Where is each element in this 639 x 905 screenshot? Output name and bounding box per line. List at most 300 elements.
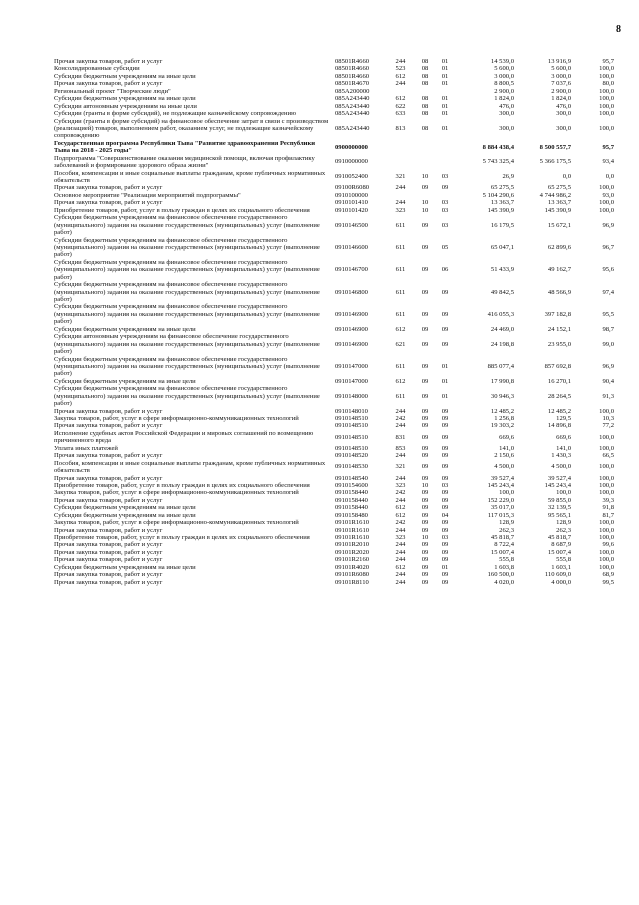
execution-percent: 100,0 bbox=[599, 102, 614, 110]
expense-type: 244 bbox=[395, 578, 406, 586]
section: 09 bbox=[421, 266, 429, 274]
section: 08 bbox=[421, 110, 429, 118]
subsection: 09 bbox=[441, 433, 449, 441]
planned-amount: 51 433,9 bbox=[490, 266, 514, 274]
execution-percent: 99,5 bbox=[602, 578, 614, 586]
expense-type: 244 bbox=[395, 452, 406, 460]
section: 09 bbox=[421, 496, 429, 504]
target-code: 0910148530 bbox=[335, 463, 368, 471]
expense-type: 612 bbox=[395, 377, 406, 385]
target-code: 09101R2020 bbox=[335, 548, 370, 556]
target-code: 0910147000 bbox=[335, 362, 368, 370]
planned-amount: 49 842,5 bbox=[490, 288, 514, 296]
section bbox=[415, 155, 435, 170]
row-name: Прочая закупка товаров, работ и услуг bbox=[54, 541, 163, 549]
actual-amount: 857 692,8 bbox=[544, 362, 571, 370]
subsection: 09 bbox=[441, 310, 449, 318]
execution-percent: 100,0 bbox=[599, 474, 614, 482]
actual-amount: 2 900,0 bbox=[551, 87, 571, 95]
expense-type: 813 bbox=[395, 124, 406, 132]
actual-amount: 24 152,1 bbox=[547, 325, 571, 333]
table-row bbox=[54, 95, 614, 102]
actual-amount: 476,0 bbox=[556, 102, 571, 110]
section: 09 bbox=[421, 452, 429, 460]
subsection: 09 bbox=[441, 407, 449, 415]
section: 09 bbox=[421, 340, 429, 348]
execution-percent: 81,7 bbox=[602, 511, 614, 519]
target-code: 0910148540 bbox=[335, 474, 368, 482]
target-code: 0910148510 bbox=[335, 444, 368, 452]
table-row bbox=[54, 534, 614, 541]
row-name: Прочая закупка товаров, работ и услуг bbox=[54, 80, 163, 88]
actual-amount: 300,0 bbox=[556, 124, 571, 132]
expense-type: 612 bbox=[395, 511, 406, 519]
table-row bbox=[54, 110, 614, 117]
section: 09 bbox=[421, 511, 429, 519]
section: 09 bbox=[421, 422, 429, 430]
target-code: 0910146500 bbox=[335, 221, 368, 229]
planned-amount: 45 818,7 bbox=[490, 534, 514, 541]
subsection: 09 bbox=[441, 415, 449, 422]
subsection: 09 bbox=[441, 496, 449, 504]
section: 10 bbox=[421, 481, 429, 489]
subsection: 01 bbox=[441, 110, 449, 118]
expense-type: 244 bbox=[395, 407, 406, 415]
table-row bbox=[54, 571, 614, 578]
expense-type bbox=[386, 192, 415, 199]
table-row bbox=[54, 385, 614, 407]
subsection: 09 bbox=[441, 519, 449, 527]
expense-type: 323 bbox=[395, 206, 406, 214]
target-code: 0910000000 bbox=[335, 158, 368, 166]
planned-amount: 416 055,3 bbox=[487, 310, 514, 318]
planned-amount: 1 824,0 bbox=[494, 95, 514, 103]
planned-amount: 128,9 bbox=[499, 519, 514, 527]
target-code: 08501R4660 bbox=[335, 65, 370, 73]
actual-amount: 4 500,0 bbox=[551, 463, 571, 471]
row-name: Субсидии бюджетным учреждениям на финансовое обеспечение государственного (муниципального) задания на оказание государственных (муниципальных) услуг (выполнение работ) bbox=[54, 258, 320, 281]
actual-amount: 145 390,9 bbox=[544, 206, 571, 214]
section: 10 bbox=[421, 206, 429, 214]
planned-amount: 26,9 bbox=[502, 173, 514, 181]
execution-percent: 100,0 bbox=[599, 72, 614, 80]
table-row bbox=[54, 281, 614, 303]
table-row bbox=[54, 422, 614, 429]
target-code: 0910146900 bbox=[335, 325, 368, 333]
expense-type: 323 bbox=[395, 481, 406, 489]
subsection: 09 bbox=[441, 578, 449, 586]
section: 09 bbox=[421, 362, 429, 370]
section bbox=[415, 192, 435, 199]
actual-amount: 145 243,4 bbox=[544, 481, 571, 489]
target-code: 0910147000 bbox=[335, 377, 368, 385]
target-code: 0900000000 bbox=[335, 143, 368, 151]
subsection: 09 bbox=[441, 504, 449, 512]
subsection: 01 bbox=[441, 58, 449, 65]
row-name: Субсидии бюджетным учреждениям на финансовое обеспечение государственного (муниципального) задания на оказание государственных (муниципальных) услуг (выполнение работ) bbox=[54, 214, 320, 237]
subsection: 01 bbox=[441, 72, 449, 80]
section: 09 bbox=[421, 184, 429, 192]
target-code: 0910100000 bbox=[335, 191, 368, 199]
section: 08 bbox=[421, 72, 429, 80]
planned-amount: 15 007,4 bbox=[490, 548, 514, 556]
table-row bbox=[54, 504, 614, 511]
subsection: 04 bbox=[441, 511, 449, 519]
execution-percent: 100,0 bbox=[599, 184, 614, 192]
row-name: Субсидии бюджетным учреждениям на финансовое обеспечение государственного (муниципального) задания на оказание государственных (муниципальных) услуг (выполнение работ) bbox=[54, 303, 320, 326]
planned-amount: 4 500,0 bbox=[494, 463, 514, 471]
planned-amount: 1 256,8 bbox=[494, 415, 514, 422]
section: 09 bbox=[421, 563, 429, 571]
subsection bbox=[435, 88, 455, 95]
planned-amount: 300,0 bbox=[499, 110, 514, 118]
expense-type: 244 bbox=[395, 184, 406, 192]
row-name: Субсидии бюджетным учреждениям на финансовое обеспечение государственного (муниципального) задания на оказание государственных (муниципальных) услуг (выполнение работ) bbox=[54, 281, 320, 303]
target-code: 0910148000 bbox=[335, 392, 368, 400]
section bbox=[415, 88, 435, 95]
target-code: 09101R2010 bbox=[335, 541, 370, 549]
execution-percent: 91,3 bbox=[602, 392, 614, 400]
target-code: 0910158440 bbox=[335, 496, 368, 504]
execution-percent: 91,8 bbox=[602, 504, 614, 512]
subsection: 03 bbox=[441, 221, 449, 229]
target-code: 0910148510 bbox=[335, 433, 368, 441]
planned-amount: 100,0 bbox=[499, 489, 514, 497]
expense-type: 321 bbox=[395, 463, 406, 471]
target-code: 08501R4670 bbox=[335, 80, 370, 88]
execution-percent: 96,9 bbox=[602, 362, 614, 370]
row-name: Прочая закупка товаров, работ и услуг bbox=[54, 548, 163, 556]
section: 10 bbox=[421, 199, 429, 207]
actual-amount: 14 896,8 bbox=[547, 422, 571, 430]
planned-amount: 117 015,3 bbox=[487, 511, 514, 519]
table-body bbox=[54, 58, 614, 586]
execution-percent: 90,4 bbox=[602, 377, 614, 385]
section: 09 bbox=[421, 433, 429, 441]
row-name: Прочая закупка товаров, работ и услуг bbox=[54, 474, 163, 482]
expense-type: 612 bbox=[395, 504, 406, 512]
planned-amount: 39 527,4 bbox=[490, 474, 514, 482]
expense-type: 242 bbox=[395, 489, 406, 497]
actual-amount: 300,0 bbox=[556, 110, 571, 118]
row-name: Прочая закупка товаров, работ и услуг bbox=[54, 422, 163, 430]
actual-amount: 5 600,0 bbox=[551, 65, 571, 73]
planned-amount: 2 150,6 bbox=[494, 452, 514, 460]
actual-amount: 5 366 175,5 bbox=[539, 158, 571, 166]
section: 09 bbox=[421, 571, 429, 579]
subsection: 03 bbox=[441, 481, 449, 489]
target-code: 0910146700 bbox=[335, 266, 368, 274]
table-row bbox=[54, 118, 614, 140]
execution-percent: 95,7 bbox=[602, 58, 614, 65]
actual-amount: 13 363,7 bbox=[547, 199, 571, 207]
target-code: 085A243440 bbox=[335, 95, 370, 103]
execution-percent: 10,3 bbox=[602, 415, 614, 422]
table-row bbox=[54, 73, 614, 80]
row-name: Закупка товаров, работ, услуг в сфере информационно-коммуникационных технологий bbox=[54, 519, 299, 527]
table-row bbox=[54, 58, 614, 65]
expense-type: 323 bbox=[395, 534, 406, 541]
actual-amount: 23 955,0 bbox=[547, 340, 571, 348]
section bbox=[415, 140, 435, 155]
target-code: 09101R1610 bbox=[335, 534, 370, 541]
section: 09 bbox=[421, 463, 429, 471]
table-row bbox=[54, 482, 614, 489]
execution-percent: 100,0 bbox=[599, 519, 614, 527]
target-code: 0910146600 bbox=[335, 243, 368, 251]
planned-amount: 555,8 bbox=[499, 556, 514, 564]
planned-amount: 24 198,8 bbox=[490, 340, 514, 348]
table-row bbox=[54, 356, 614, 378]
row-name: Субсидии бюджетным учреждениям на иные цели bbox=[54, 511, 196, 519]
row-name: Исполнение судебных актов Российской Федерации и мировых соглашений по возмещению причиненного вреда bbox=[54, 429, 314, 445]
subsection: 06 bbox=[441, 266, 449, 274]
subsection: 01 bbox=[441, 102, 449, 110]
row-name: Подпрограмма "Совершенствование оказания медицинской помощи, включая профилактику заболеваний и формирование здорового образа жизни" bbox=[54, 154, 315, 170]
expense-type: 831 bbox=[395, 433, 406, 441]
subsection: 01 bbox=[441, 124, 449, 132]
section: 09 bbox=[421, 519, 429, 527]
section: 09 bbox=[421, 541, 429, 549]
table-row bbox=[54, 541, 614, 548]
section: 10 bbox=[421, 534, 429, 541]
subsection: 01 bbox=[441, 392, 449, 400]
execution-percent: 98,7 bbox=[602, 325, 614, 333]
actual-amount: 48 566,9 bbox=[547, 288, 571, 296]
execution-percent: 100,0 bbox=[599, 489, 614, 497]
execution-percent: 100,0 bbox=[599, 463, 614, 471]
execution-percent: 100,0 bbox=[599, 110, 614, 118]
planned-amount: 300,0 bbox=[499, 124, 514, 132]
actual-amount: 128,9 bbox=[556, 519, 571, 527]
execution-percent: 99,6 bbox=[602, 541, 614, 549]
table-row bbox=[54, 430, 614, 445]
planned-amount: 145 243,4 bbox=[487, 481, 514, 489]
subsection: 01 bbox=[441, 563, 449, 571]
execution-percent: 93,4 bbox=[602, 158, 614, 166]
planned-amount: 262,3 bbox=[499, 526, 514, 534]
section: 09 bbox=[421, 377, 429, 385]
expense-type: 611 bbox=[395, 310, 406, 318]
planned-amount: 1 603,8 bbox=[494, 563, 514, 571]
table-row bbox=[54, 452, 614, 459]
execution-percent: 39,3 bbox=[602, 496, 614, 504]
row-name: Прочая закупка товаров, работ и услуг bbox=[54, 571, 163, 579]
section: 08 bbox=[421, 80, 429, 88]
planned-amount: 16 179,5 bbox=[490, 221, 514, 229]
target-code: 0910146900 bbox=[335, 340, 368, 348]
row-name: Субсидии бюджетным учреждениям на иные цели bbox=[54, 72, 196, 80]
expense-type: 611 bbox=[395, 243, 406, 251]
section: 08 bbox=[421, 58, 429, 65]
actual-amount: 59 855,0 bbox=[547, 496, 571, 504]
row-name: Субсидии автономным учреждениям на иные цели bbox=[54, 102, 197, 110]
expense-type: 244 bbox=[395, 556, 406, 564]
row-name: Пособия, компенсации и иные социальные выплаты гражданам, кроме публичных нормативных обязательств bbox=[54, 459, 326, 475]
table-row bbox=[54, 326, 614, 333]
actual-amount: 669,6 bbox=[556, 433, 571, 441]
planned-amount: 160 500,0 bbox=[487, 571, 514, 579]
row-name: Закупка товаров, работ, услуг в сфере информационно-коммуникационных технологий bbox=[54, 415, 299, 422]
planned-amount: 2 900,0 bbox=[494, 87, 514, 95]
expense-type: 244 bbox=[395, 474, 406, 482]
subsection bbox=[435, 155, 455, 170]
table-row bbox=[54, 207, 614, 214]
actual-amount: 4 744 986,2 bbox=[539, 191, 571, 199]
subsection: 09 bbox=[441, 422, 449, 430]
page-number: 8 bbox=[616, 24, 621, 35]
row-name: Субсидии бюджетным учреждениям на финансовое обеспечение государственного (муниципального) задания на оказание государственных (муниципальных) услуг (выполнение работ) bbox=[54, 385, 320, 408]
planned-amount: 35 017,0 bbox=[490, 504, 514, 512]
execution-percent: 100,0 bbox=[599, 95, 614, 103]
row-name: Прочая закупка товаров, работ и услуг bbox=[54, 407, 163, 415]
budget-table bbox=[54, 58, 614, 586]
target-code: 0910146800 bbox=[335, 288, 368, 296]
planned-amount: 145 390,9 bbox=[487, 206, 514, 214]
section: 09 bbox=[421, 556, 429, 564]
subsection: 09 bbox=[441, 526, 449, 534]
expense-type: 611 bbox=[395, 221, 406, 229]
subsection: 09 bbox=[441, 474, 449, 482]
section: 09 bbox=[421, 407, 429, 415]
expense-type: 244 bbox=[395, 58, 406, 65]
actual-amount: 110 609,0 bbox=[544, 571, 571, 579]
subsection: 09 bbox=[441, 489, 449, 497]
section: 09 bbox=[421, 474, 429, 482]
section: 09 bbox=[421, 548, 429, 556]
target-code: 0910101410 bbox=[335, 199, 368, 207]
row-name: Субсидии автономным учреждениям на финансовое обеспечение государственного (муниципального) задания на оказание государственных (муниципальных) услуг (выполнение работ) bbox=[54, 333, 320, 356]
execution-percent: 100,0 bbox=[599, 556, 614, 564]
execution-percent: 80,0 bbox=[602, 80, 614, 88]
row-name: Субсидии бюджетным учреждениям на финансовое обеспечение государственного (муниципального) задания на оказание государственных (муниципальных) услуг (выполнение работ) bbox=[54, 236, 320, 259]
actual-amount: 262,3 bbox=[556, 526, 571, 534]
execution-percent: 68,9 bbox=[602, 571, 614, 579]
section: 09 bbox=[421, 489, 429, 497]
planned-amount: 8 800,5 bbox=[494, 80, 514, 88]
execution-percent: 100,0 bbox=[599, 124, 614, 132]
execution-percent: 95,5 bbox=[602, 310, 614, 318]
table-row bbox=[54, 556, 614, 563]
expense-type: 244 bbox=[395, 199, 406, 207]
table-row bbox=[54, 445, 614, 452]
expense-type: 611 bbox=[395, 288, 406, 296]
planned-amount: 5 743 325,4 bbox=[482, 158, 514, 166]
subsection: 09 bbox=[441, 571, 449, 579]
actual-amount: 555,8 bbox=[556, 556, 571, 564]
expense-type: 242 bbox=[395, 519, 406, 527]
actual-amount: 28 264,5 bbox=[547, 392, 571, 400]
target-code: 09101R4020 bbox=[335, 563, 370, 571]
planned-amount: 65 275,5 bbox=[490, 184, 514, 192]
section: 09 bbox=[421, 288, 429, 296]
row-name: Субсидии бюджетным учреждениям на иные цели bbox=[54, 325, 196, 333]
expense-type: 612 bbox=[395, 325, 406, 333]
execution-percent: 100,0 bbox=[599, 433, 614, 441]
target-code: 085A200000 bbox=[335, 87, 370, 95]
row-name: Субсидии (гранты в форме субсидий), не подлежащие казначейскому сопровождению bbox=[54, 110, 296, 118]
row-name: Субсидии бюджетным учреждениям на иные цели bbox=[54, 563, 196, 571]
subsection: 09 bbox=[441, 463, 449, 471]
section: 08 bbox=[421, 102, 429, 110]
expense-type: 523 bbox=[395, 65, 406, 73]
actual-amount: 397 182,8 bbox=[544, 310, 571, 318]
row-name: Прочая закупка товаров, работ и услуг bbox=[54, 58, 163, 65]
planned-amount: 885 077,4 bbox=[487, 362, 514, 370]
subsection: 09 bbox=[441, 548, 449, 556]
actual-amount: 15 672,1 bbox=[547, 221, 571, 229]
planned-amount: 152 229,0 bbox=[487, 496, 514, 504]
row-name: Субсидии бюджетным учреждениям на финансовое обеспечение государственного (муниципального) задания на оказание государственных (муниципальных) услуг (выполнение работ) bbox=[54, 355, 320, 378]
planned-amount: 30 946,3 bbox=[490, 392, 514, 400]
row-name: Государственная программа Республики Тыва "Развитие здравоохранения Республики Тыва на 2018 - 2025 годы" bbox=[54, 139, 316, 155]
actual-amount: 13 916,9 bbox=[547, 58, 571, 65]
planned-amount: 19 303,2 bbox=[490, 422, 514, 430]
actual-amount: 1 603,1 bbox=[551, 563, 571, 571]
table-row bbox=[54, 65, 614, 72]
table-row bbox=[54, 497, 614, 504]
execution-percent: 95,6 bbox=[602, 266, 614, 274]
target-code: 09101R6080 bbox=[335, 571, 370, 579]
expense-type bbox=[386, 140, 415, 155]
subsection: 09 bbox=[441, 541, 449, 549]
expense-type: 244 bbox=[395, 80, 406, 88]
expense-type: 244 bbox=[395, 571, 406, 579]
planned-amount: 3 000,0 bbox=[494, 72, 514, 80]
table-row bbox=[54, 303, 614, 325]
planned-amount: 5 600,0 bbox=[494, 65, 514, 73]
target-code: 0910101420 bbox=[335, 206, 368, 214]
row-name: Прочая закупка товаров, работ и услуг bbox=[54, 184, 163, 192]
execution-percent: 77,2 bbox=[602, 422, 614, 430]
subsection: 09 bbox=[441, 325, 449, 333]
table-row bbox=[54, 579, 614, 586]
section: 09 bbox=[421, 243, 429, 251]
subsection: 09 bbox=[441, 452, 449, 460]
section: 09 bbox=[421, 444, 429, 452]
section: 08 bbox=[421, 65, 429, 73]
expense-type: 611 bbox=[395, 362, 406, 370]
table-row bbox=[54, 214, 614, 236]
target-code: 09100R6080 bbox=[335, 184, 370, 192]
row-name: Приобретение товаров, работ, услуг в пользу граждан в целях их социального обеспечения bbox=[54, 534, 310, 541]
execution-percent: 100,0 bbox=[599, 534, 614, 541]
subsection: 01 bbox=[441, 377, 449, 385]
row-name: Консолидированные субсидии bbox=[54, 65, 140, 73]
target-code: 0910148510 bbox=[335, 422, 368, 430]
actual-amount: 39 527,4 bbox=[547, 474, 571, 482]
target-code: 085A243440 bbox=[335, 110, 370, 118]
planned-amount: 65 047,1 bbox=[490, 243, 514, 251]
expense-type: 244 bbox=[395, 541, 406, 549]
target-code: 085A243440 bbox=[335, 124, 370, 132]
expense-type: 242 bbox=[395, 415, 406, 422]
row-name: Субсидии бюджетным учреждениям на иные цели bbox=[54, 504, 196, 512]
expense-type: 853 bbox=[395, 444, 406, 452]
subsection: 01 bbox=[441, 362, 449, 370]
expense-type: 244 bbox=[395, 422, 406, 430]
planned-amount: 13 363,7 bbox=[490, 199, 514, 207]
section: 09 bbox=[421, 310, 429, 318]
expense-type: 621 bbox=[395, 340, 406, 348]
actual-amount: 100,0 bbox=[556, 489, 571, 497]
table-row bbox=[54, 103, 614, 110]
subsection: 09 bbox=[441, 444, 449, 452]
execution-percent: 96,9 bbox=[602, 221, 614, 229]
execution-percent: 100,0 bbox=[599, 444, 614, 452]
row-name: Прочая закупка товаров, работ и услуг bbox=[54, 556, 163, 564]
execution-percent: 100,0 bbox=[599, 481, 614, 489]
